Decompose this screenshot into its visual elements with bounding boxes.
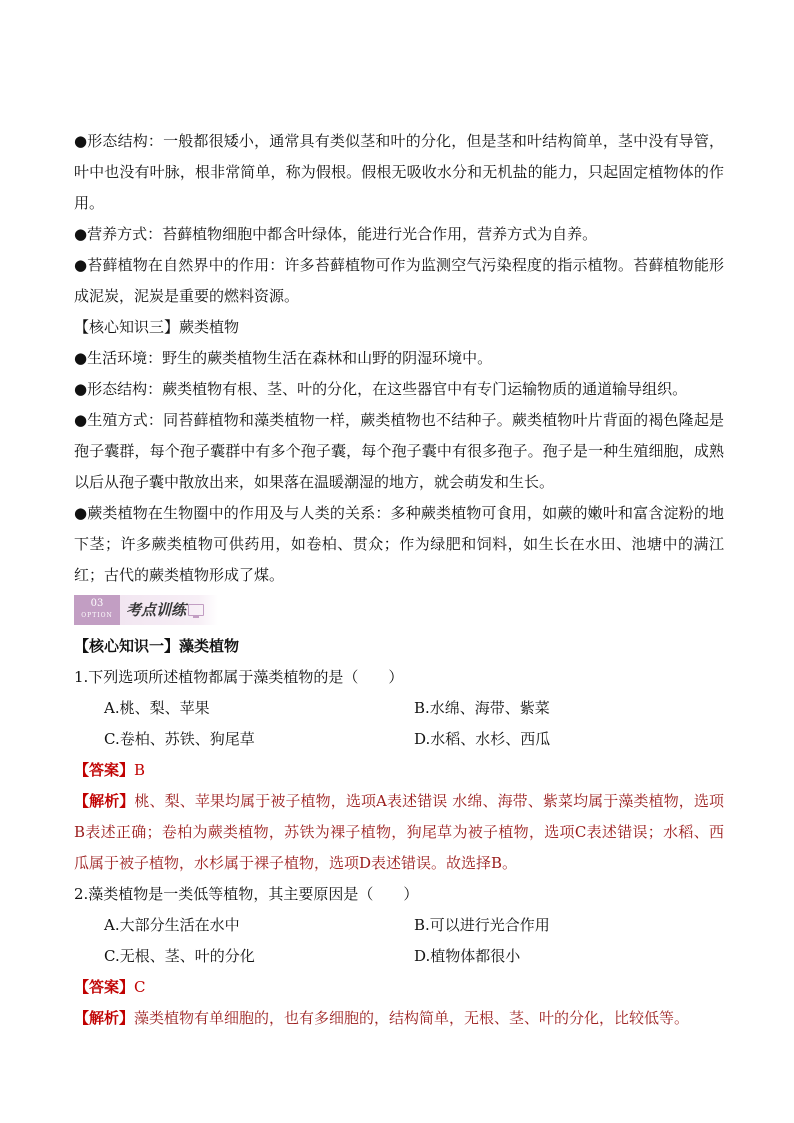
- question-1-option-c: C.卷柏、苏铁、狗尾草: [104, 730, 255, 748]
- question-2-option-b: B.可以进行光合作用: [414, 916, 550, 934]
- banner-label: 考点训练: [120, 595, 218, 625]
- question-1-stem: 1.下列选项所述植物都属于藻类植物的是（ ）: [74, 668, 404, 686]
- monitor-icon: [188, 604, 204, 616]
- analysis-tag: 【解析】: [74, 792, 135, 810]
- question-2-answer: [74, 972, 724, 1003]
- paragraph-morphology: ●形态结构：一般都很矮小，通常具有类似茎和叶的分化，但是茎和叶结构简单，茎中没有导管，叶中也没有叶脉，根非常简单，称为假根。假根无吸收水分和无机盐的能力，只起固定植物体的作用。: [74, 132, 724, 212]
- paragraph-fern-reproduction: ●生殖方式：同苔藓植物和藻类植物一样，蕨类植物也不结种子。蕨类植物叶片背面的褐色隆起是孢子囊群，每个孢子囊群中有多个孢子囊，每个孢子囊中有很多孢子。孢子是一种生殖细胞，成熟以后从孢子囊中散放出来，如果落在温暖潮湿的地方，就会萌发和生长。: [74, 411, 724, 491]
- section-heading-fern: 【核心知识三】蕨类植物: [74, 318, 240, 336]
- answer-value: C: [134, 978, 146, 996]
- question-2-option-c: C.无根、茎、叶的分化: [104, 947, 255, 965]
- banner-subtitle: OPTION: [81, 612, 113, 619]
- paragraph-fern-role: ●蕨类植物在生物圈中的作用及与人类的关系：多种蕨类植物可食用，如蕨的嫩叶和富含淀粉的地下茎；许多蕨类植物可供药用，如卷柏、贯众；作为绿肥和饲料，如生长在水田、池塘中的满江红；古代的蕨类植物形成了煤。: [74, 504, 724, 584]
- question-1-option-a: A.桃、梨、苹果: [104, 699, 210, 717]
- banner-number-badge: [74, 595, 120, 625]
- question-2-analysis: [74, 1003, 724, 1034]
- question-2-options-row-2: [74, 941, 724, 972]
- question-2-options-row-1: [74, 910, 724, 941]
- question-1-option-d: D.水稻、水杉、西瓜: [414, 730, 551, 748]
- training-banner: [74, 595, 724, 625]
- analysis-text: 桃、梨、苹果均属于被子植物，选项A表述错误 水绵、海带、紫菜均属于藻类植物，选项B表述正确；卷柏为蕨类植物，苏铁为裸子植物，狗尾草为被子植物，选项C表述错误；水稻、西瓜属于被子植物，水杉属于裸子植物，选项D表述错误。故选择B。: [74, 792, 724, 872]
- banner-number: 03: [90, 598, 104, 609]
- paragraph-fern-habitat: ●生活环境：野生的蕨类植物生活在森林和山野的阴湿环境中。: [74, 349, 493, 367]
- analysis-tag: 【解析】: [74, 1009, 135, 1027]
- answer-value: B: [134, 761, 146, 779]
- document-page: [74, 126, 724, 1034]
- question-2-option-d: D.植物体都很小: [414, 947, 521, 965]
- training-heading: 【核心知识一】藻类植物: [74, 637, 240, 655]
- paragraph-fern-morphology: ●形态结构：蕨类植物有根、茎、叶的分化，在这些器官中有专门运输物质的通道输导组织。: [74, 380, 688, 398]
- question-1-answer: [74, 755, 724, 786]
- question-1-options-row-1: [74, 693, 724, 724]
- paragraph-nutrition: ●营养方式：苔藓植物细胞中都含叶绿体，能进行光合作用，营养方式为自养。: [74, 225, 598, 243]
- answer-tag: 【答案】: [74, 978, 135, 996]
- question-1-option-b: B.水绵、海带、紫菜: [414, 699, 550, 717]
- question-1-options-row-2: [74, 724, 724, 755]
- question-2-stem: 2.藻类植物是一类低等植物，其主要原因是（ ）: [74, 885, 419, 903]
- question-2-option-a: A.大部分生活在水中: [104, 916, 240, 934]
- answer-tag: 【答案】: [74, 761, 135, 779]
- paragraph-moss-role: ●苔藓植物在自然界中的作用：许多苔藓植物可作为监测空气污染程度的指示植物。苔藓植物能形成泥炭，泥炭是重要的燃料资源。: [74, 256, 724, 305]
- question-1-analysis: [74, 786, 724, 879]
- analysis-text: 藻类植物有单细胞的，也有多细胞的，结构简单，无根、茎、叶的分化，比较低等。: [134, 1009, 690, 1027]
